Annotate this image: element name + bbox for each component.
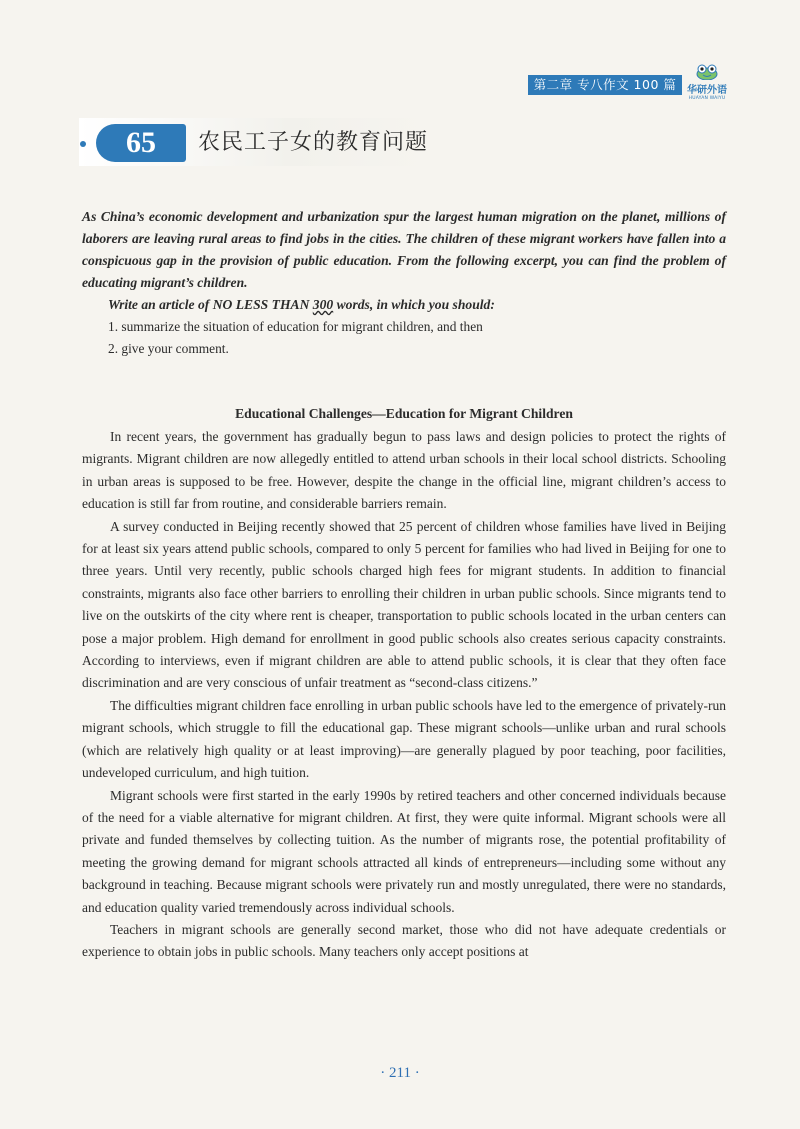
title-dot xyxy=(80,141,86,147)
publisher-logo xyxy=(686,64,728,100)
article-paragraph: Migrant schools were first started in the early 1990s by retired teachers and other concerned individuals because of the need for a viable alternative for migrant children. At first, they were quite informal. Migrant schools were all private and funded themselves by collecting tuition. As the number of migrants rose, the potential profitability of meeting the growing demand for migrant schools attracted all kinds of entrepreneurs—including some without any background in teaching. Because migrant schools were privately run and mostly unregulated, there were no standards, and education quality varied tremendously across individual schools. xyxy=(82,787,726,915)
article-paragraph: A survey conducted in Beijing recently showed that 25 percent of children whose families have lived in Beijing for at least six years attend public schools, compared to only 5 percent for families who had lived in Beijing for one to three years. Until very recently, public schools charged high fees for migrant students. In addition to financial constraints, migrants also face other barriers to enrolling their children in urban public schools. Since migrants tend to live on the outskirts of the city where rent is cheaper, transportation to public schools located in the urban centers can pose a major problem. High demand for enrollment in good public schools also creates serious capacity constraints. According to interviews, even if migrant children are able to attend public schools, it is clear that they often face discrimination and are very conscious of unfair treatment as “second-class citizens.” xyxy=(82,518,726,691)
task-text-after: words, in which you should: xyxy=(333,297,495,312)
logo-text: 华研外语 xyxy=(687,85,727,96)
frog-mascot-icon xyxy=(695,64,719,80)
article-body xyxy=(82,426,726,964)
prompt-task xyxy=(82,294,726,316)
essay-number: 65 xyxy=(96,124,186,162)
article-title: Educational Challenges—Education for Migrant Children xyxy=(235,406,573,421)
prompt-intro: As China’s economic development and urbanization spur the largest human migration on the planet, millions of laborers are leaving rural areas to find jobs in the cities. The children of these migrant workers have fallen into a conspicuous gap in the provision of public education. From the following excerpt, you can find the problem of educating migrant’s children. xyxy=(82,209,726,290)
article-paragraph: In recent years, the government has gradually begun to pass laws and design policies to protect the rights of migrants. Migrant children are now allegedly entitled to attend urban schools in their local school districts. Schooling in urban areas is supposed to be free. However, despite the change in the official line, migrant children’s access to education is still far from routine, and considerable barriers remain. xyxy=(82,429,726,512)
writing-prompt xyxy=(82,206,726,360)
essay-title: 农民工子女的教育问题 xyxy=(198,130,429,155)
chapter-tag: 第二章 专八作文 100 篇 xyxy=(528,75,682,95)
prompt-point: 2. give your comment. xyxy=(108,341,229,356)
page-number: · 211 · xyxy=(380,1065,420,1081)
article-paragraph: Teachers in migrant schools are generally second market, those who did not have adequate credentials or experience to obtain jobs in public schools. Many teachers only accept positions at xyxy=(82,921,726,960)
task-text-before: Write an article of NO LESS THAN xyxy=(108,297,313,312)
prompt-point: 1. summarize the situation of education for migrant children, and then xyxy=(108,319,483,334)
word-count: 300 xyxy=(312,297,334,312)
logo-subtext: HUAYAN WAIYU xyxy=(688,96,726,101)
article-paragraph: The difficulties migrant children face enrolling in urban public schools have led to the emergence of privately-run migrant schools, which struggle to fill the educational gap. These migrant schools—unlike urban and rural schools (which are relatively high quality or at least improving)—are generally plagued by poor teaching, poor facilities, undeveloped curriculum, and high tuition. xyxy=(82,697,726,781)
